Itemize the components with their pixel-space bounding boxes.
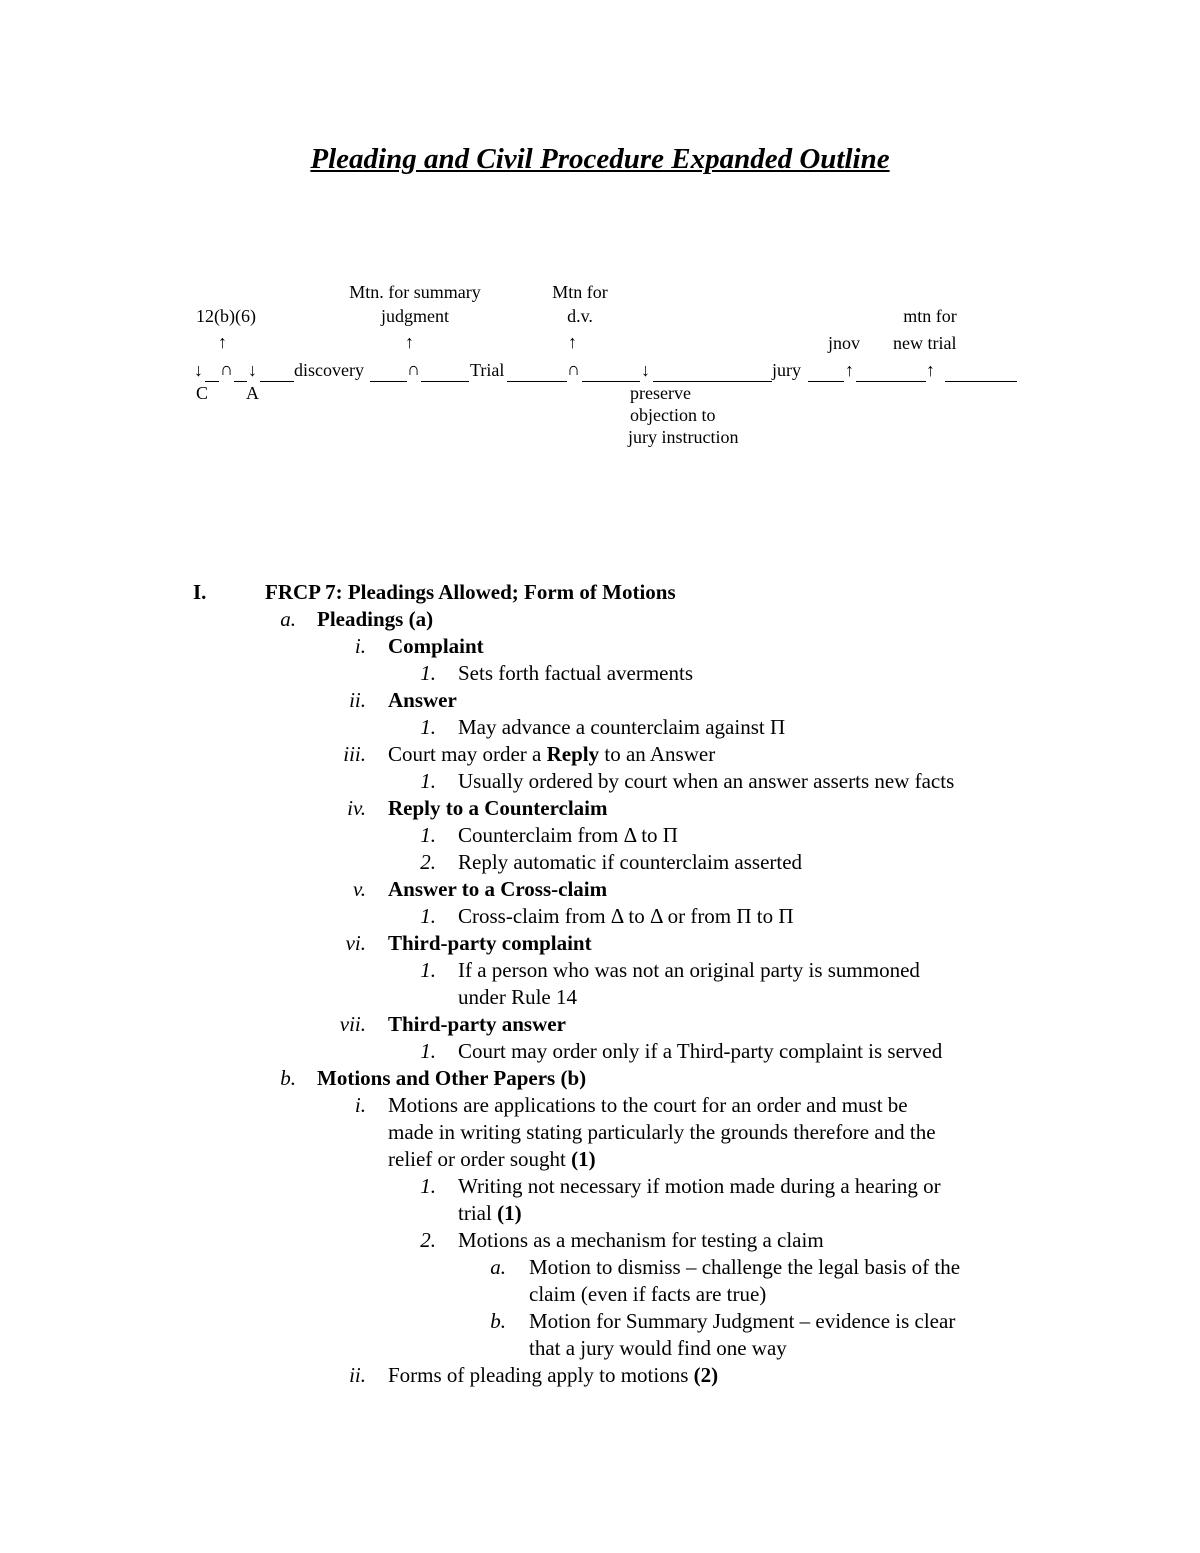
- outline-marker: vii.: [339, 1012, 366, 1036]
- label-summary-judgment-1: Mtn. for summary: [349, 282, 481, 302]
- outline-marker: i.: [354, 1093, 366, 1117]
- outline-text: May advance a counterclaim against Π: [458, 715, 786, 739]
- cap-directed-verdict: ∩: [567, 359, 580, 379]
- outline-marker: 1.: [420, 661, 436, 685]
- outline-marker: 2.: [420, 850, 436, 874]
- outline-marker: 1.: [420, 1174, 436, 1198]
- outline-marker: 1.: [420, 904, 436, 928]
- label-complaint: C: [196, 383, 209, 403]
- stage-discovery: discovery: [294, 360, 364, 380]
- outline-text: Usually ordered by court when an answer asserts new facts: [458, 769, 955, 793]
- outline-text: Forms of pleading apply to motions (2): [388, 1363, 719, 1387]
- section-heading: FRCP 7: Pleadings Allowed; Form of Motions: [265, 580, 676, 604]
- outline-text: Writing not necessary if motion made during a hearing or: [458, 1174, 941, 1198]
- outline-marker: i.: [354, 634, 366, 658]
- outline-heading: Third-party answer: [388, 1012, 566, 1036]
- outline-marker: I.: [193, 580, 207, 604]
- outline-text: Motions are applications to the court for an order and must be: [388, 1093, 908, 1117]
- outline-text: trial (1): [458, 1201, 522, 1225]
- outline-text: made in writing stating particularly the grounds therefore and the: [388, 1120, 936, 1144]
- preserve-objection-3: jury instruction: [628, 427, 739, 447]
- preserve-objection-2: objection to: [630, 405, 716, 425]
- outline-marker: 2.: [420, 1228, 436, 1252]
- outline-marker: 1.: [420, 1039, 436, 1063]
- cap-motion-12b6: ∩: [220, 359, 233, 379]
- outline-text: Sets forth factual averments: [458, 661, 693, 685]
- label-directed-verdict-1: Mtn for: [552, 282, 608, 302]
- arrow-down-jury-instruction: ↓: [641, 360, 650, 380]
- outline-marker: v.: [352, 877, 366, 901]
- outline-marker: ii.: [349, 688, 366, 712]
- outline-marker: 1.: [420, 823, 436, 847]
- outline-text: that a jury would find one way: [529, 1336, 787, 1360]
- arrow-down-complaint: ↓: [194, 360, 203, 380]
- label-jnov: jnov: [828, 333, 861, 353]
- outline-text: Court may order a Reply to an Answer: [388, 742, 716, 766]
- stage-jury: jury: [772, 360, 801, 380]
- outline-text: Motion to dismiss – challenge the legal basis of the: [529, 1255, 961, 1279]
- label-summary-judgment-2: judgment: [381, 306, 449, 326]
- outline-heading: Answer to a Cross-claim: [388, 877, 608, 901]
- label-12b6: 12(b)(6): [196, 306, 256, 326]
- outline-text: Counterclaim from Δ to Π: [458, 823, 678, 847]
- outline-heading: Answer: [388, 688, 457, 712]
- outline-heading: Complaint: [388, 634, 484, 658]
- page-title: Pleading and Civil Procedure Expanded Outline: [310, 143, 890, 175]
- cap-summary-judgment: ∩: [407, 359, 420, 379]
- outline-marker: a.: [490, 1255, 506, 1279]
- outline-marker: iv.: [347, 796, 366, 820]
- preserve-objection-1: preserve: [630, 383, 691, 403]
- label-new-trial-2: new trial: [893, 333, 957, 353]
- outline-marker: vi.: [345, 931, 366, 955]
- outline-heading: Reply to a Counterclaim: [388, 796, 608, 820]
- arrow-up-summary-judgment: ↑: [405, 332, 414, 352]
- outline-text: claim (even if facts are true): [529, 1282, 767, 1306]
- outline-text: Cross-claim from Δ to Δ or from Π to Π: [458, 904, 794, 928]
- outline-marker: 1.: [420, 958, 436, 982]
- outline-marker: iii.: [343, 742, 366, 766]
- outline-text: Motion for Summary Judgment – evidence is clear: [529, 1309, 956, 1333]
- outline-heading: Third-party complaint: [388, 931, 592, 955]
- outline-text: Reply automatic if counterclaim asserted: [458, 850, 803, 874]
- arrow-up-jnov: ↑: [845, 360, 854, 380]
- outline-marker: 1.: [420, 769, 436, 793]
- arrow-down-answer: ↓: [248, 360, 257, 380]
- outline-text: If a person who was not an original party is summoned: [458, 958, 920, 982]
- label-answer: A: [246, 383, 259, 403]
- outline-text: Court may order only if a Third-party complaint is served: [458, 1039, 943, 1063]
- outline-marker: 1.: [420, 715, 436, 739]
- outline-heading: Pleadings (a): [317, 607, 434, 631]
- label-new-trial-1: mtn for: [903, 306, 957, 326]
- outline-text: Motions as a mechanism for testing a claim: [458, 1228, 824, 1252]
- arrow-up-directed-verdict: ↑: [568, 332, 577, 352]
- outline-marker: a.: [280, 607, 296, 631]
- outline-heading: Motions and Other Papers (b): [317, 1066, 587, 1090]
- outline-text: relief or order sought (1): [388, 1147, 596, 1171]
- outline-marker: b.: [280, 1066, 296, 1090]
- outline-marker: ii.: [349, 1363, 366, 1387]
- label-directed-verdict-2: d.v.: [567, 306, 593, 326]
- arrow-up-new-trial: ↑: [926, 360, 935, 380]
- stage-trial: Trial: [470, 360, 505, 380]
- arrow-up-12b6: ↑: [218, 332, 227, 352]
- outline-marker: b.: [490, 1309, 506, 1333]
- outline-text: under Rule 14: [458, 985, 577, 1009]
